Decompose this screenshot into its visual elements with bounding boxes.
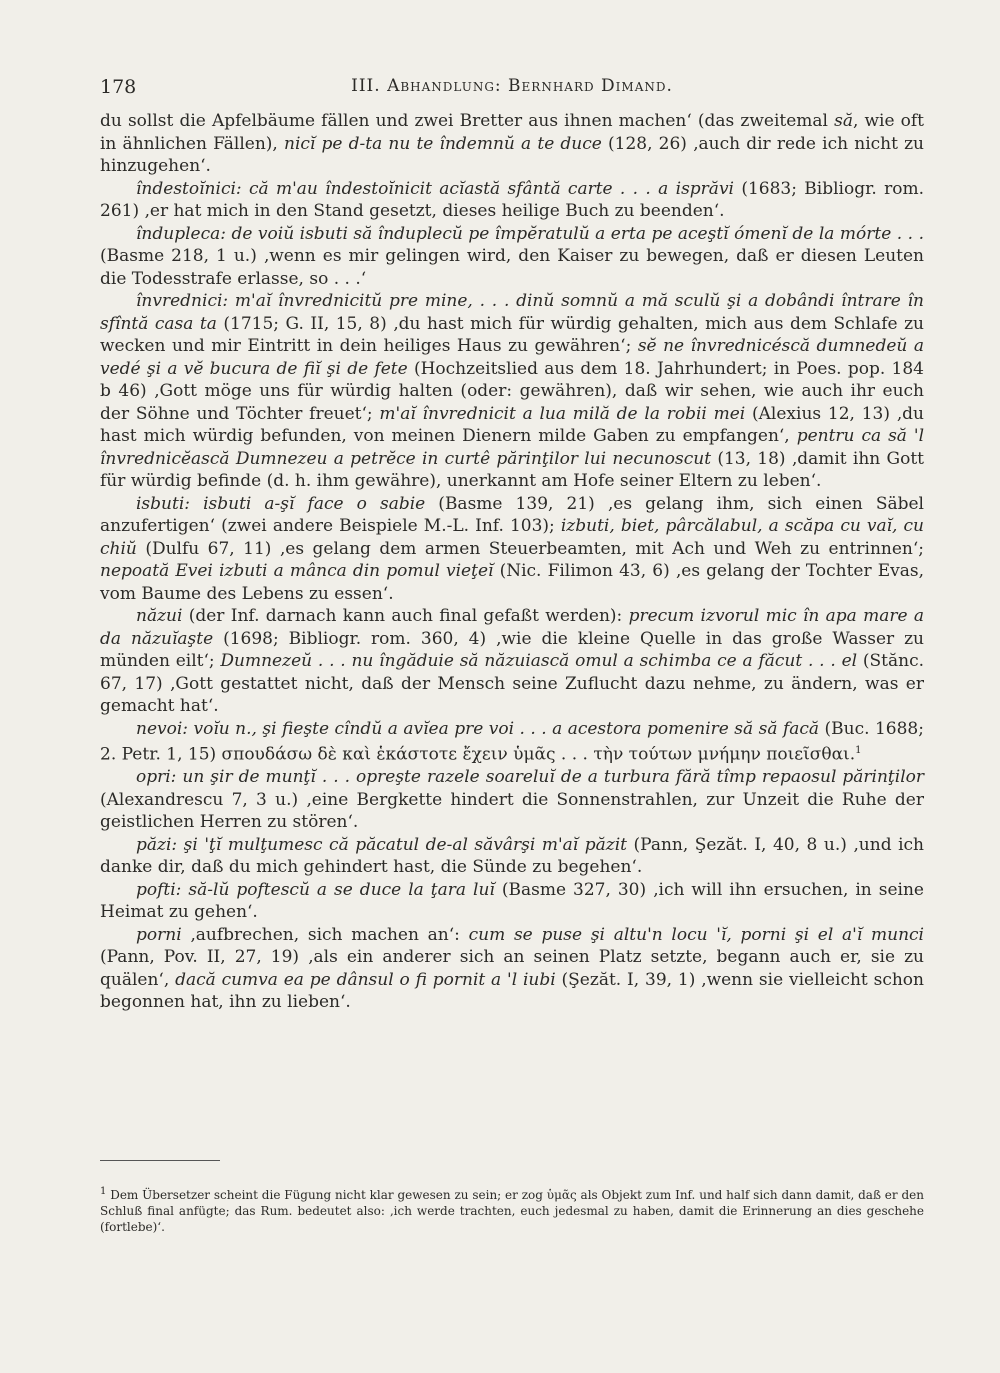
entry-pofti: pofti: să-lŭ poftescŭ a se duce la ţara luĭ (Basme 327, 30) ‚ich will ihn ersuchen, in seine Heimat zu gehen‘. <box>100 879 924 923</box>
footnote: $^1$ Dem Übersetzer scheint die Fügung nicht klar gewesen zu sein; er zog ὑμᾶς als Objekt zum Inf. und half sich dann damit, daß er den Schluß final anfügte; das Rum. bedeutet also: ‚ich werde trachten, euch jedesmal zu haben, damit die Erinnerung an dies geschehe (fortlebe)‘. <box>100 1186 924 1234</box>
entry-invrednici: învrednici: m'aĭ învrednicitŭ pre mine, . . . dinŭ somnŭ a mă sculŭ şi a dobândi întrare în sfîntă casa ta (1715; G. II, 15, 8) ‚du hast mich für würdig gehalten, mich aus dem Schlafe zu wecken und mir Eintritt in dein heiliges Haus zu gewähren‘; sĕ ne învrednicéscă dumnedeŭ a vedé şi a vĕ bucura de fiĭ şi de fete (Hochzeitslied aus dem 18. Jahrhundert; in Poes. pop. 184 b 46) ‚Gott möge uns für würdig halten (oder: gewähren), daß wir sehen, wie auch ihr euch der Söhne und Töchter freuet‘; m'aĭ învrednicit a lua milă de la robii mei (Alexius 12, 13) ‚du hast mich würdig befunden, von meinen Dienern milde Gaben zu empfangen‘, pentru ca să 'l învrednicĕască Dumnezeu a petrĕce in curtê părinţilor lui necunoscut (13, 18) ‚damit ihn Gott für würdig befinde (d. h. ihm gewähre), unerkannt am Hofe seiner Eltern zu leben‘. <box>100 291 925 491</box>
italic-phrase: sĕ ne învrednicéscă dumnedeŭ a vedé şi a vĕ bucura de fiĭ şi de fete <box>100 336 924 379</box>
italic-phrase: Dumnezeŭ . . . nu îngăduie să năzuiască omul a schimba ce a făcut . . . el <box>220 651 858 671</box>
italic-phrase: precum izvorul mic în apa mare a da năzuĭaşte <box>100 606 924 649</box>
entry-indestoinici: îndestoĭnici: că m'au îndestoĭnicit acĭastă sfântă carte . . . a isprăvi (1683; Bibliogr. rom. 261) ‚er hat mich in den Stand gesetzt, dieses heilige Buch zu beenden‘. <box>100 178 924 221</box>
footnote-rule <box>100 1160 220 1161</box>
footnote-marker: 1 <box>855 745 862 756</box>
italic-phrase: dacă cumva ea pe dânsul o fi pornit a 'l iubi <box>175 969 556 990</box>
italic-phrase: cum se puse şi altu'n locu 'ĭ, porni şi el a'ĭ munci <box>468 924 924 945</box>
italic-phrase: învrednici: m'aĭ învrednicitŭ pre mine, . . . dinŭ somnŭ a mă sculŭ şi a dobândi întrare în sfîntă casa ta <box>100 291 924 334</box>
italic-phrase: nevoi: voĭu n., şi fieşte cîndŭ a avĭea pre voi . . . a acestora pomenire să să facă <box>136 718 820 739</box>
italic-phrase: pentru ca să 'l învrednicĕască Dumnezeu a petrĕce in curtê părinţilor lui necunoscut <box>100 426 925 469</box>
italic-phrase: nepoată Evei izbuti a mânca din pomul vieţeĭ <box>100 561 494 581</box>
main-text <box>100 110 924 1014</box>
entry-nazui: năzui (der Inf. darnach kann auch final gefaßt werden): precum izvorul mic în apa mare a da năzuĭaşte (1698; Bibliogr. rom. 360, 4) ‚wie die kleine Quelle in das große Wasser zu münden eilt‘; Dumnezeŭ . . . nu îngăduie să năzuiască omul a schimba ce a făcut . . . el (Stănc. 67, 17) ‚Gott gestattet nicht, daß der Mensch seine Zuflucht dazu nehme, zu ändern, was er gemacht hat‘. <box>100 606 924 716</box>
italic-phrase: îndestoĭnici: că m'au îndestoĭnicit acĭastă sfântă carte . . . a isprăvi <box>136 178 734 199</box>
paragraph: du sollst die Apfelbäume fällen und zwei Bretter aus ihnen machen‘ (das zweitemal să, wie oft in ähnlichen Fällen), nicĭ pe d-ta nu te îndemnŭ a te duce (128, 26) ‚auch dir rede ich nicht zu hinzugehen‘. <box>100 111 925 176</box>
page-number: 178 <box>100 76 137 98</box>
entry-isbuti: isbuti: isbuti a-şĭ face o sabie (Basme 139, 21) ‚es gelang ihm, sich einen Säbel anzufertigen‘ (zwei andere Beispiele M.-L. Inf. 103); izbuti, biet, pârcălabul, a scăpa cu vaĭ, cu chiŭ (Dulfu 67, 11) ‚es gelang dem armen Steuerbeamten, mit Ach und Weh zu entrinnen‘; nepoată Evei izbuti a mânca din pomul vieţeĭ (Nic. Filimon 43, 6) ‚es gelang der Tochter Evas, vom Baume des Lebens zu essen‘. <box>100 493 924 604</box>
footnote-marker: 1 <box>100 1186 107 1197</box>
entry-nevoi: nevoi: voĭu n., şi fieşte cîndŭ a avĭea pre voi . . . a acestora pomenire să să facă (Buc. 1688; 2. Petr. 1, 15) σπουδάσω δὲ καὶ ἑκάστοτε ἔχειν ὑμᾶς . . . τὴν τούτων μνήμην ποιεῖσθαι.$^1$ <box>100 718 924 765</box>
entry-pazi: păzi: şi 'ţĭ mulţumesc că păcatul de-al săvârşi m'aĭ păzit (Pann, Şezăt. I, 40, 8 u.) ‚und ich danke dir, daß du mich gehindert hast, die Sünde zu begehen‘. <box>100 834 925 878</box>
entry-indupleca: îndupleca: de voiŭ isbuti să înduplecŭ pe împĕratulŭ a erta pe aceştĭ ómenĭ de la mórte . . . (Basme 218, 1 u.) ‚wenn es mir gelingen wird, den Kaiser zu bewegen, daß er diesen Leuten die Todesstrafe erlasse, so . . .‘ <box>100 223 924 289</box>
italic-phrase: izbuti, biet, pârcălabul, a scăpa cu vaĭ, cu chiŭ <box>100 516 924 559</box>
running-head: III. Abhandlung: Bernhard Dimand. <box>351 76 673 96</box>
italic-phrase: m'aĭ învrednicit a lua milă de la robii mei <box>379 403 746 424</box>
italic-phrase: nicĭ pe d-ta nu te îndemnŭ a te duce <box>284 133 602 154</box>
page-header <box>100 70 924 100</box>
italic-phrase: opri: un şir de munţĭ . . . opreşte razele soareluĭ de a turbura fără tîmp repaosul părinţilor <box>136 767 924 788</box>
italic-phrase: să <box>834 111 853 131</box>
italic-phrase: pofti: să-lŭ poftescŭ a se duce la ţara luĭ <box>136 879 495 900</box>
italic-phrase: păzi: şi 'ţĭ mulţumesc că păcatul de-al săvârşi m'aĭ păzit <box>136 834 627 855</box>
italic-phrase: năzui <box>136 606 183 626</box>
entry-opri: opri: un şir de munţĭ . . . opreşte razele soareluĭ de a turbura fără tîmp repaosul părinţilor (Alexandrescu 7, 3 u.) ‚eine Bergkette hindert die Sonnenstrahlen, zur Unzeit die Ruhe der geistlichen Herren zu stören‘. <box>100 767 924 833</box>
italic-phrase: îndupleca: de voiŭ isbuti să înduplecŭ pe împĕratulŭ a erta pe aceştĭ ómenĭ de la mórte . . . <box>136 223 924 244</box>
italic-phrase: porni <box>136 924 182 945</box>
entry-porni: porni ‚aufbrechen, sich machen an‘: cum se puse şi altu'n locu 'ĭ, porni şi el a'ĭ munci (Pann, Pov. II, 27, 19) ‚als ein anderer sich an seinen Platz setzte, begann auch er, sie zu quälen‘, dacă cumva ea pe dânsul o fi pornit a 'l iubi (Şezăt. I, 39, 1) ‚wenn sie vielleicht schon begonnen hat, ihn zu lieben‘. <box>100 924 924 1013</box>
italic-phrase: isbuti: isbuti a-şĭ face o sabie <box>136 493 426 514</box>
